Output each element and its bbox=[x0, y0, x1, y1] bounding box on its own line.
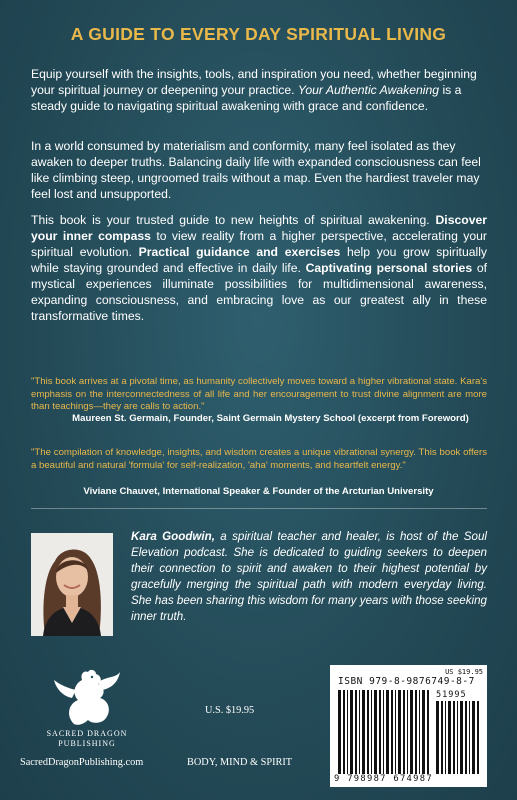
isbn-number: ISBN 979-8-9876749-8-7 bbox=[338, 676, 475, 687]
intro-paragraph bbox=[31, 66, 487, 114]
context-paragraph: In a world consumed by materialism and conformity, many feel isolated as they awaken to deeper truths. Balancing daily life with expanded consciousness can feel like climbing steep, ungroomed trails without a map. Even the hardiest traveler may feel lost and unsupported. bbox=[31, 139, 481, 201]
barcode-bar bbox=[469, 701, 470, 774]
barcode-bar bbox=[350, 690, 353, 774]
isbn-barcode bbox=[330, 665, 487, 787]
barcode-bar bbox=[395, 690, 396, 774]
feature-highlight-1: Discover your inner compass bbox=[31, 213, 487, 243]
cover-price: U.S. $19.95 bbox=[205, 705, 255, 716]
barcode-bar bbox=[472, 701, 475, 774]
barcode-bar bbox=[379, 690, 381, 774]
dragon-logo-icon bbox=[52, 668, 122, 726]
features-text-2: to view reality from a higher perspective, accelerating your spiritual evolution. bbox=[31, 229, 487, 259]
barcode-main-bars bbox=[338, 690, 430, 774]
author-bio-text: a spiritual teacher and healer, is host of the Soul Elevation podcast. She is dedicated to guiding seekers to deepen their connection to spirit and awaken to their highest potential by gracefully merging the spiritual path with modern everyday living. She has been sharing this wisdom for many years with those seeking inner truth. bbox=[131, 530, 487, 623]
barcode-bar bbox=[367, 690, 369, 774]
book-category: BODY, MIND & SPIRIT bbox=[187, 757, 293, 768]
barcode-bar bbox=[460, 701, 463, 774]
barcode-bar bbox=[448, 701, 451, 774]
author-portrait-icon bbox=[31, 533, 113, 636]
barcode-bar bbox=[398, 690, 401, 774]
publisher-name-line2: PUBLISHING bbox=[58, 739, 116, 748]
barcode-bar bbox=[343, 690, 345, 774]
endorsement-quote-2: "The compilation of knowledge, insights, and wisdom creates a unique vibrational synergy. This book offers a beautiful and natural 'formula' for self-realization, 'aha' moments, and heartfelt energy." bbox=[31, 447, 487, 471]
barcode-bar bbox=[407, 690, 408, 774]
barcode-bar bbox=[386, 690, 389, 774]
barcode-addon-bars bbox=[436, 701, 480, 774]
author-bio bbox=[131, 529, 487, 625]
endorsement-attribution-2: Viviane Chauvet, International Speaker & Founder of the Arcturian University bbox=[83, 486, 434, 497]
barcode-bar bbox=[383, 690, 384, 774]
publisher-name-line1: SACRED DRAGON bbox=[46, 729, 128, 738]
barcode-bar bbox=[374, 690, 377, 774]
feature-highlight-3: Captivating personal stories bbox=[305, 261, 473, 275]
barcode-bar bbox=[441, 701, 443, 774]
barcode-bar bbox=[422, 690, 425, 774]
endorsement-quote-1: "This book arrives at a pivotal time, as humanity collectively moves toward a higher vibrational state. Kara's emphasis on the interconnectedness of all life and her encouragement to trust divine alignment are more than teachings—they are calls to action." bbox=[31, 376, 487, 412]
barcode-bar bbox=[359, 690, 360, 774]
intro-text-2: is a steady guide to navigating spiritual awakening with grace and confidence. bbox=[31, 83, 462, 113]
book-title: Your Authentic Awakening bbox=[297, 83, 440, 97]
barcode-bar bbox=[410, 690, 413, 774]
barcode-bar bbox=[362, 690, 365, 774]
features-paragraph bbox=[31, 212, 487, 324]
barcode-digits: 9 798987 674987 bbox=[334, 774, 433, 784]
publisher-url: SacredDragonPublishing.com bbox=[20, 757, 144, 768]
barcode-bar bbox=[427, 690, 429, 774]
barcode-bar bbox=[453, 701, 455, 774]
barcode-bar bbox=[465, 701, 467, 774]
barcode-bar bbox=[477, 701, 479, 774]
barcode-bar bbox=[403, 690, 405, 774]
barcode-bar bbox=[391, 690, 393, 774]
barcode-price: US $19.95 bbox=[445, 668, 483, 676]
publisher-name bbox=[0, 729, 174, 749]
barcode-bar bbox=[338, 690, 341, 774]
barcode-bar bbox=[436, 701, 439, 774]
barcode-bar bbox=[419, 690, 420, 774]
barcode-bar bbox=[457, 701, 458, 774]
features-text-1: This book is your trusted guide to new heights of spiritual awakening. bbox=[31, 213, 436, 227]
section-divider bbox=[31, 508, 487, 509]
feature-highlight-2: Practical guidance and exercises bbox=[138, 245, 341, 259]
intro-text-1: Equip yourself with the insights, tools, and inspiration you need, whether beginning your spiritual journey or deepening your practice. bbox=[31, 67, 477, 97]
back-cover-headline: A GUIDE TO EVERY DAY SPIRITUAL LIVING bbox=[70, 24, 447, 44]
features-text-3: help you grow spiritually while staying grounded and effective in daily life. bbox=[31, 245, 488, 275]
barcode-bar bbox=[355, 690, 357, 774]
barcode-addon-number: 51995 bbox=[436, 690, 467, 700]
author-photo bbox=[31, 533, 113, 636]
barcode-bar bbox=[371, 690, 372, 774]
barcode-bar bbox=[415, 690, 417, 774]
barcode-bar bbox=[347, 690, 348, 774]
author-name: Kara Goodwin, bbox=[131, 530, 215, 543]
barcode-bar bbox=[445, 701, 446, 774]
endorsement-attribution-1: Maureen St. Germain, Founder, Saint Germain Mystery School (excerpt from Foreword) bbox=[72, 413, 469, 424]
features-text-4: of mystical experiences illuminate possibilities for multidimensional awareness, expanding consciousness, and embracing love as our greatest ally in these transformative times. bbox=[31, 261, 487, 323]
